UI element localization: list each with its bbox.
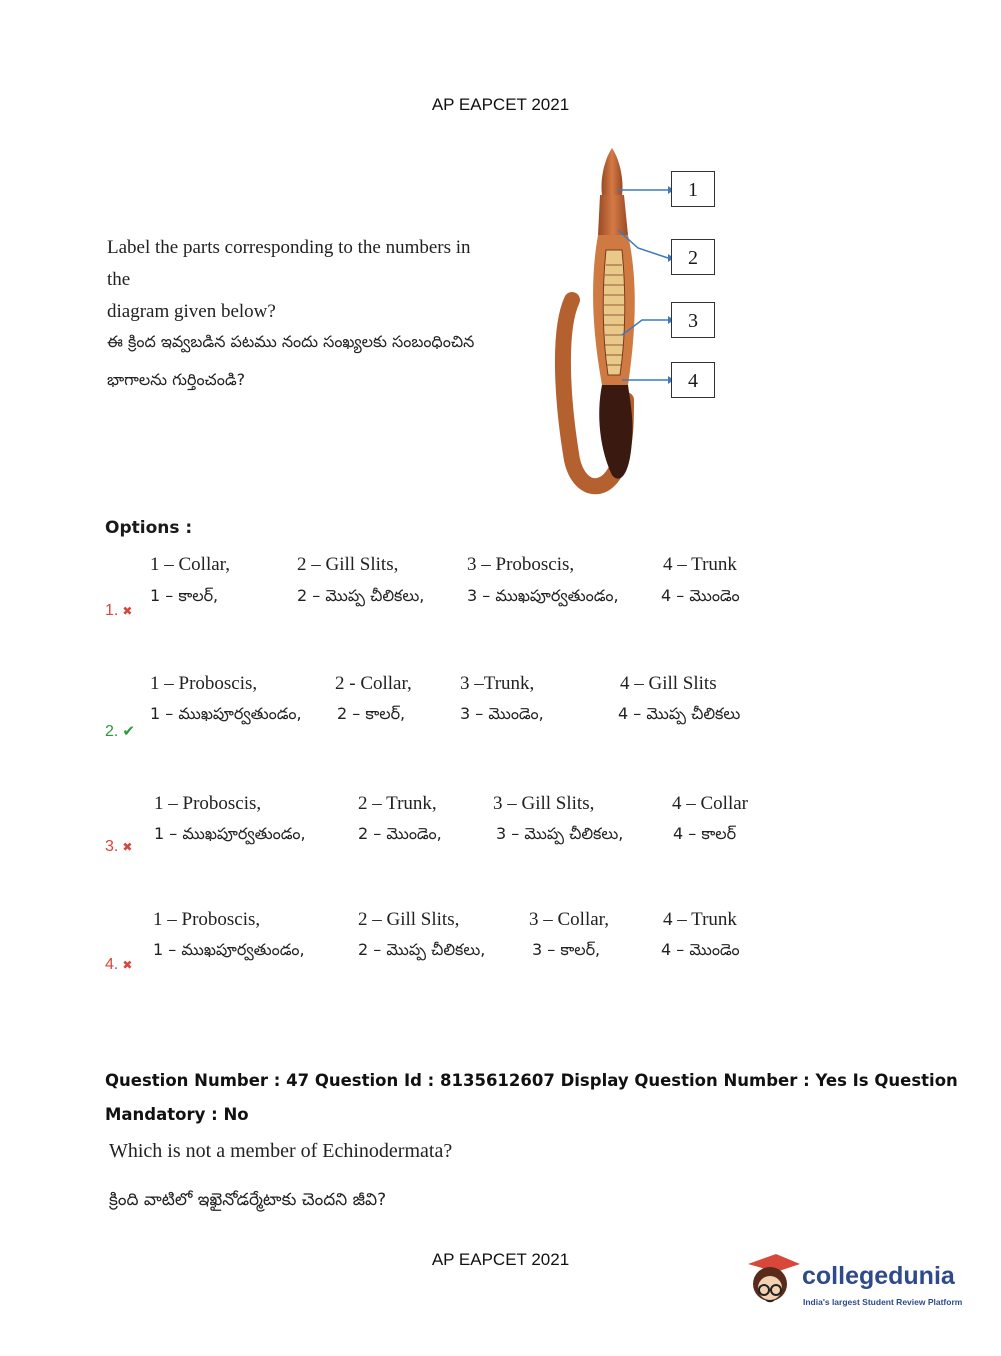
option-2-en-4: 4 – Gill Slits [620,673,717,694]
diagram-label-3: 3 [671,302,715,338]
option-3-en-1: 1 – Proboscis, [154,793,262,814]
option-2-en-1: 1 – Proboscis, [150,673,258,694]
options-heading: Options : [105,518,193,538]
diagram-label-2: 2 [671,239,715,275]
diagram-label-4: 4 [671,362,715,398]
cross-icon: ✖ [122,604,133,618]
worm-diagram [540,140,740,500]
option-2-number-text: 2. [105,723,119,740]
option-4-en-1: 1 – Proboscis, [153,909,261,930]
question-telugu-line1: ఈ క్రింద ఇవ్వబడిన పటము నందు సంఖ్యలకు సంబంధించిన [107,332,475,351]
option-2-en-2: 2 - Collar, [335,673,412,694]
question-meta-line1: Question Number : 47 Question Id : 8135612607 Display Question Number : Yes Is Question [105,1071,958,1090]
check-icon: ✔ [122,723,135,740]
option-4-te-1: 1 – ముఖపూర్వతుండం, [153,940,305,959]
option-3-en-2: 2 – Trunk, [358,793,437,814]
option-1-te-1: 1 – కాలర్, [150,586,219,605]
next-question-english: Which is not a member of Echinodermata? [109,1140,453,1162]
option-2-te-2: 2 – కాలర్, [337,704,406,723]
question-telugu-line2: భాగాలను గుర్తించండి? [107,370,246,389]
option-4-te-3: 3 – కాలర్, [532,940,601,959]
option-3-number-text: 3. [105,838,119,855]
option-2-number [105,722,135,741]
option-3-number [105,838,132,856]
option-4-en-4: 4 – Trunk [663,909,737,930]
option-3-te-2: 2 – మొండెం, [358,824,442,843]
option-3-en-3: 3 – Gill Slits, [493,793,595,814]
page-footer-header: AP EAPCET 2021 [431,1250,570,1269]
page-header: AP EAPCET 2021 [431,95,570,114]
diagram-label-1: 1 [671,171,715,207]
option-3-te-3: 3 – మొప్ప చీలికలు, [496,824,624,843]
cross-icon: ✖ [122,958,133,972]
option-1-en-2: 2 – Gill Slits, [297,554,399,575]
option-1-en-1: 1 – Collar, [150,554,230,575]
option-2-te-1: 1 – ముఖపూర్వతుండం, [150,704,302,723]
option-1-te-4: 4 – మొండెం [661,586,740,605]
question-telugu [107,323,507,399]
option-1-te-3: 3 – ముఖపూర్వతుండం, [467,586,619,605]
mascot-icon [742,1250,802,1310]
option-4-number [105,956,132,974]
option-2-en-3: 3 –Trunk, [460,673,535,694]
option-1-te-2: 2 – మొప్ప చీలికలు, [297,586,425,605]
option-1-en-4: 4 – Trunk [663,554,737,575]
option-1-number-text: 1. [105,602,119,619]
logo-name: collegedunia [802,1262,955,1290]
option-3-en-4: 4 – Collar [672,793,748,814]
question-english-line1: Label the parts corresponding to the numbers in the [107,237,471,290]
question-english [107,232,487,328]
option-4-te-4: 4 – మొండెం [661,940,740,959]
option-3-te-4: 4 – కాలర్ [673,824,737,843]
option-1-number [105,602,132,620]
option-2-te-3: 3 – మొండెం, [460,704,544,723]
option-1-en-3: 3 – Proboscis, [467,554,575,575]
next-question-telugu: క్రింది వాటిలో ఇఖైనోడర్మేటాకు చెందని జీవి? [109,1190,387,1210]
option-3-te-1: 1 – ముఖపూర్వతుండం, [154,824,306,843]
option-2-te-4: 4 – మొప్ప చీలికలు [618,704,741,723]
option-4-te-2: 2 – మొప్ప చీలికలు, [358,940,486,959]
cross-icon: ✖ [122,840,133,854]
option-4-en-3: 3 – Collar, [529,909,609,930]
option-4-number-text: 4. [105,956,119,973]
question-english-line2: diagram given below? [107,301,276,322]
question-meta-line2: Mandatory : No [105,1105,249,1124]
option-4-en-2: 2 – Gill Slits, [358,909,460,930]
logo-tagline: India's largest Student Review Platform [803,1297,963,1307]
